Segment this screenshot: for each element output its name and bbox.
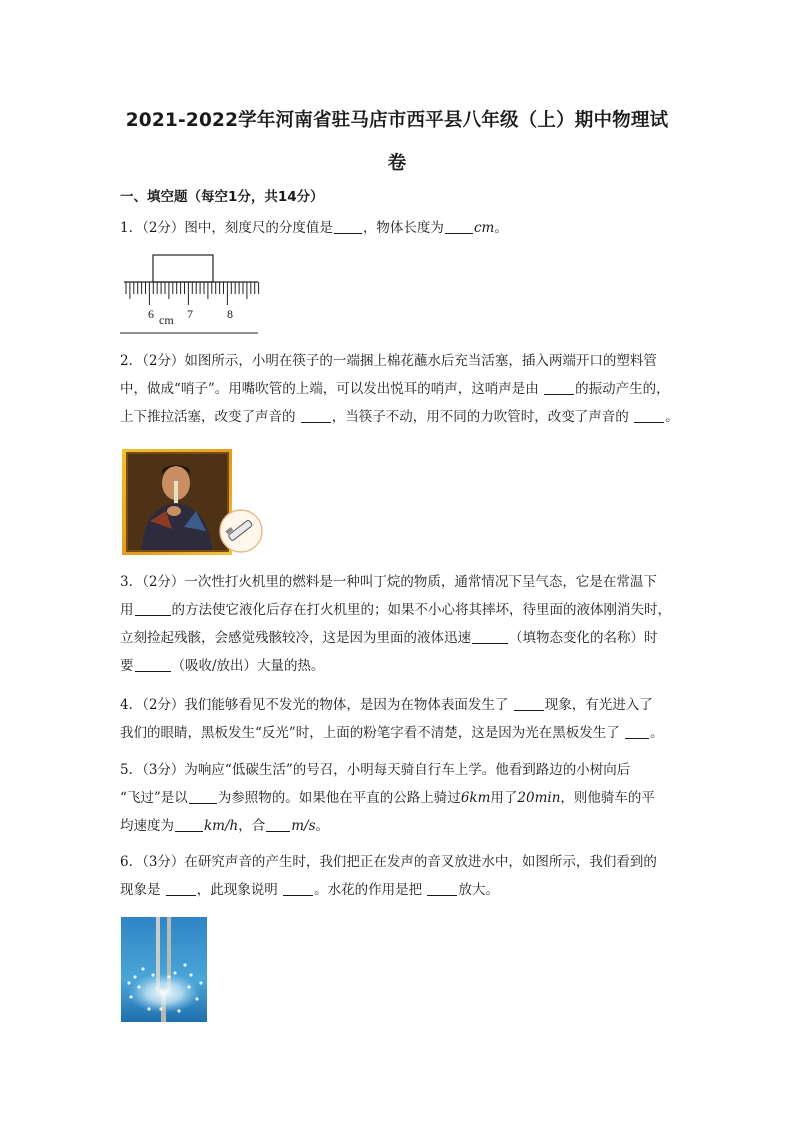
section-heading-fill-in: 一、填空题（每空1分，共14分） xyxy=(120,189,324,205)
q6-line2c: 。水花的作用是把 xyxy=(314,882,423,898)
water-droplet xyxy=(187,985,190,988)
q5-line2a: “飞过”是以 xyxy=(120,790,188,806)
question-6 xyxy=(120,848,680,904)
answer-blank[interactable] xyxy=(175,816,203,832)
answer-blank[interactable] xyxy=(472,628,508,644)
q2-line3b: ，当筷子不动，用不同的力吹管时，改变了声音的 xyxy=(331,409,629,425)
answer-blank[interactable] xyxy=(135,656,171,672)
ruler-label-cm: cm xyxy=(159,313,174,327)
answer-blank[interactable] xyxy=(283,880,313,896)
answer-blank[interactable] xyxy=(334,218,362,234)
q5-line1: 5．（3分）为响应“低碳生活”的号召，小明每天骑自行车上学。他看到路边的小树向后 xyxy=(120,762,631,778)
answer-blank[interactable] xyxy=(266,816,290,832)
water-droplet xyxy=(137,985,140,988)
q3-line2a: 用 xyxy=(120,602,134,618)
answer-blank[interactable] xyxy=(625,723,649,739)
water-droplet xyxy=(147,1007,150,1010)
ruler-label-6: 6 xyxy=(148,307,154,321)
q4-line1b: 现象，有光进入了 xyxy=(544,697,653,713)
q5-line2d: 用了 xyxy=(490,790,518,806)
tuning-fork-water-photo xyxy=(121,917,207,1022)
water-droplet xyxy=(133,975,136,978)
q3-line4a: 要 xyxy=(120,658,134,674)
q2-line1: 2．（2分）如图所示，小明在筷子的一端捆上棉花蘸水后充当活塞，插入两端开口的塑料管 xyxy=(120,353,657,369)
q3-line3b: （填物态变化的名称）时 xyxy=(509,630,658,646)
q1-end: 。 xyxy=(494,220,508,236)
q2-line3c: 。 xyxy=(665,409,679,425)
q5-line3a: 均速度为 xyxy=(120,818,174,834)
water-droplet xyxy=(173,971,176,974)
water-droplet xyxy=(199,981,202,984)
answer-blank[interactable] xyxy=(301,407,331,423)
boy-whistle-photo xyxy=(122,449,264,555)
water-droplet xyxy=(177,1009,180,1012)
q1-mid: ，物体长度为 xyxy=(362,220,444,236)
q5-distance: 6km xyxy=(460,790,491,806)
question-2 xyxy=(120,347,680,431)
exam-title-line1: 2021-2022学年河南省驻马店市西平县八年级（上）期中物理试 xyxy=(125,110,669,131)
q6-line1: 6．（3分）在研究声音的产生时，我们把正在发声的音叉放进水中，如图所示，我们看到的 xyxy=(120,854,657,870)
answer-blank[interactable] xyxy=(544,379,574,395)
q2-line2b: 的振动产生的， xyxy=(575,381,670,397)
q2-line2: 中，做成“哨子”。用嘴吹管的上端，可以发出悦耳的哨声，这哨声是由 xyxy=(120,381,539,397)
question-4 xyxy=(120,691,680,747)
q2-line3: 上下推拉活塞，改变了声音的 xyxy=(120,409,296,425)
q4-line1a: 4．（2分）我们能够看见不发光的物体，是因为在物体表面发生了 xyxy=(120,697,509,713)
q5-line2b: 为参照物的。如果他在平直的公路上骑过 xyxy=(217,790,461,806)
q6-line2d: 放大。 xyxy=(458,882,499,898)
q1-unit: cm xyxy=(473,220,495,236)
water-droplet xyxy=(189,973,192,976)
water-droplet xyxy=(141,967,144,970)
water-droplet xyxy=(167,975,170,978)
q6-line2a: 现象是 xyxy=(120,882,161,898)
ruler-ticks xyxy=(126,282,259,305)
q5-line3e: 。 xyxy=(315,818,330,834)
answer-blank[interactable] xyxy=(634,407,664,423)
water-droplet xyxy=(159,1007,162,1010)
answer-blank[interactable] xyxy=(445,218,473,234)
q3-line4b: （吸收/放出）大量的热。 xyxy=(171,658,325,674)
q5-unit-ms: m/s xyxy=(291,818,316,834)
q4-line2b: 。 xyxy=(650,725,664,741)
answer-blank[interactable] xyxy=(189,788,217,804)
ruler-label-7: 7 xyxy=(187,307,193,321)
answer-blank[interactable] xyxy=(514,695,544,711)
q5-unit-kmh: km/h xyxy=(204,818,239,834)
question-5 xyxy=(120,756,680,840)
q3-line1: 3．（2分）一次性打火机里的燃料是一种叫丁烷的物质，通常情况下呈气态，它是在常温下 xyxy=(120,574,657,590)
question-1 xyxy=(120,214,680,242)
water-droplet xyxy=(151,973,154,976)
q4-line2a: 我们的眼睛，黑板发生“反光”时，上面的粉笔字看不清楚，这是因为光在黑板发生了 xyxy=(120,725,620,741)
water-droplet xyxy=(127,981,130,984)
measured-object xyxy=(153,255,213,282)
q5-line3c: ，合 xyxy=(238,818,266,834)
exam-title-line2: 卷 xyxy=(387,153,407,174)
answer-blank[interactable] xyxy=(427,880,457,896)
question-3 xyxy=(120,568,680,680)
answer-blank[interactable] xyxy=(166,880,196,896)
water-droplet xyxy=(129,995,132,998)
q5-line2f: ，则他骑车的平 xyxy=(560,790,655,806)
q6-line2b: ，此现象说明 xyxy=(196,882,278,898)
q5-time: 20min xyxy=(517,790,561,806)
q3-line3a: 立刻捡起残骸，会感觉残骸较冷，这是因为里面的液体迅速 xyxy=(120,630,471,646)
water-droplet xyxy=(195,997,198,1000)
ruler-figure xyxy=(118,252,264,336)
q3-line2b: 的方法使它液化后存在打火机里的；如果不小心将其摔坏，待里面的液体刚消失时， xyxy=(171,602,671,618)
ruler-label-8: 8 xyxy=(227,307,233,321)
q1-prefix: 1．（2分）图中，刻度尺的分度值是 xyxy=(120,220,333,236)
water-droplet xyxy=(183,963,186,966)
answer-blank[interactable] xyxy=(135,600,171,616)
